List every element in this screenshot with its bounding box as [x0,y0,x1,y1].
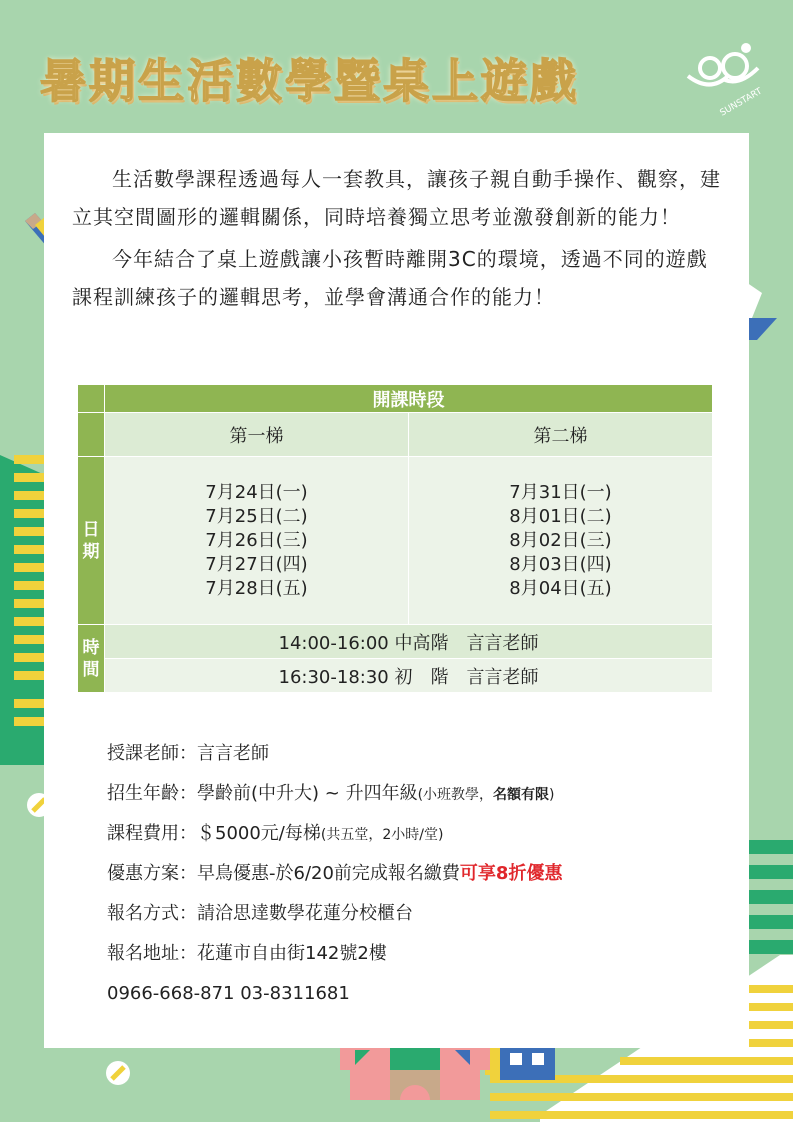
page-title: 暑期生活數學暨桌上遊戲 [40,54,579,108]
logo-icon [680,38,770,128]
intro-paragraph-1: 生活數學課程透過每人一套教具，讓孩子親自動手操作、觀察，建立其空間圖形的邏輯關係，同時培養獨立思考並激發創新的能力！ [72,167,721,229]
dates-column-1 [105,457,409,625]
sunstart-logo [680,38,770,128]
date-item: 8月02日(三) [509,529,612,551]
info-discount-main: 優惠方案：早鳥優惠-於6/20前完成報名繳費 [107,863,460,884]
schedule-table [77,384,713,693]
logo-text: SUNSTART [718,86,765,119]
date-item: 8月01日(二) [509,505,612,527]
date-item: 7月26日(三) [205,529,308,551]
info-discount-highlight: 可享8折優惠 [459,863,563,884]
info-age-limit: 名額有限 [493,787,550,803]
date-item: 7月28日(五) [205,577,308,599]
intro-text [72,160,722,320]
info-age [107,782,707,822]
date-item: 8月04日(五) [509,577,612,599]
table-side-blank [78,413,105,457]
date-item: 7月31日(一) [509,481,612,503]
schedule-header: 開課時段 [105,385,713,413]
dates-column-2 [409,457,713,625]
info-signup: 報名方式：請洽思達數學花蓮分校櫃台 [107,903,413,924]
info-age-main: 招生年齡：學齡前(中升大) ~ 升四年級 [107,783,418,804]
column-header-2: 第二梯 [409,413,713,457]
info-fee-note: (共五堂，2小時/堂) [320,827,444,843]
date-item: 7月24日(一) [205,481,308,503]
info-teacher: 授課老師：言言老師 [107,743,269,764]
date-label-text: 日期 [82,519,100,562]
time-slot-1: 14:00-16:00 中高階 言言老師 [105,625,713,659]
date-item: 7月25日(二) [205,505,308,527]
info-address: 報名地址：花蓮市自由街142號2樓 [107,943,387,964]
time-slot-2: 16:30-18:30 初 階 言言老師 [105,659,713,693]
table-corner [78,385,105,413]
info-fee-main: 課程費用：＄5000元/每梯 [107,823,321,844]
date-item: 8月03日(四) [509,553,612,575]
intro-paragraph-2: 今年結合了桌上遊戲讓小孩暫時離開3C的環境，透過不同的遊戲課程訓練孩子的邏輯思考，並學會溝通合作的能力！ [72,247,708,309]
info-discount [107,862,707,902]
info-age-note: (小班教學， [417,787,494,803]
date-label [78,457,105,625]
time-label [78,625,105,693]
course-info [107,742,707,1022]
time-label-text: 時間 [82,637,100,680]
info-fee [107,822,707,862]
column-header-1: 第一梯 [105,413,409,457]
circle-decoration-bottom [105,1060,131,1086]
date-item: 7月27日(四) [205,553,308,575]
info-phone: 0966-668-871 03-8311681 [107,983,350,1004]
info-age-close: ) [549,787,555,803]
